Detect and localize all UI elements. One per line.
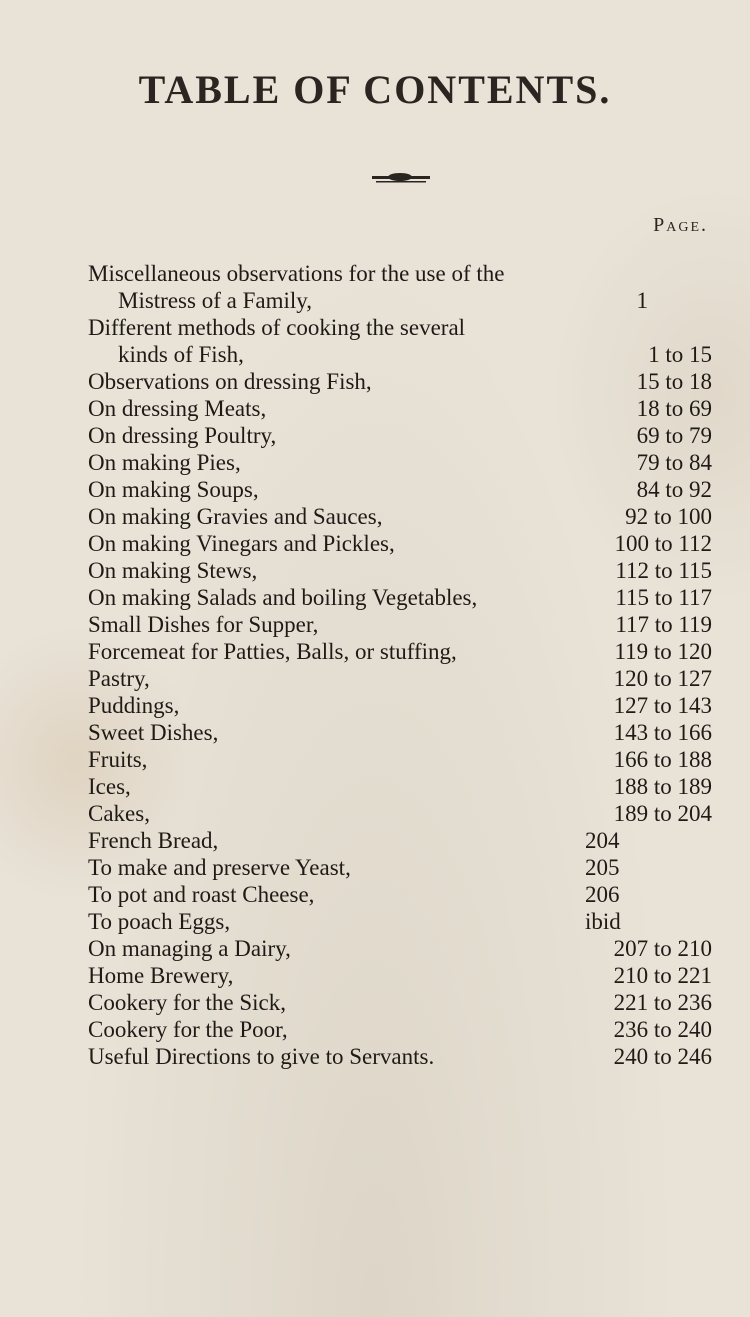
entry-pages: 18 to 69 [636, 396, 712, 421]
entry-title: On making Gravies and Sauces, [88, 504, 383, 529]
entry-pages: 189 to 204 [613, 801, 712, 826]
list-item [88, 827, 712, 854]
entry-pages: 84 to 92 [636, 477, 712, 502]
list-item [88, 908, 712, 935]
list-item [88, 1016, 712, 1043]
entry-pages: 204 [585, 828, 620, 853]
list-item [88, 854, 712, 881]
entry-title: Useful Directions to give to Servants. [88, 1044, 435, 1069]
entry-title: Mistress of a Family, [118, 288, 312, 313]
entry-pages: 112 to 115 [615, 558, 712, 583]
entry-title: On managing a Dairy, [88, 936, 291, 961]
entry-title: Observations on dressing Fish, [88, 369, 372, 394]
list-item [88, 962, 712, 989]
entry-pages: 205 [585, 855, 620, 880]
entry-pages: 188 to 189 [613, 774, 712, 799]
entry-title: To poach Eggs, [88, 909, 231, 934]
entry-pages: 240 to 246 [613, 1044, 712, 1069]
entry-title: On making Vinegars and Pickles, [88, 531, 395, 556]
entry-pages: 207 to 210 [613, 936, 712, 961]
entry-pages: 127 to 143 [613, 693, 712, 718]
list-item [88, 746, 712, 773]
list-item [88, 287, 712, 314]
entry-pages: 100 to 112 [614, 531, 712, 556]
entry-pages: 117 to 119 [615, 612, 712, 637]
list-item [88, 881, 712, 908]
entry-pages: 79 to 84 [636, 450, 712, 475]
entry-pages: 210 to 221 [613, 963, 712, 988]
list-item [88, 260, 712, 287]
entry-title: Sweet Dishes, [88, 720, 219, 745]
list-item [88, 584, 712, 611]
entry-title: To pot and roast Cheese, [88, 882, 315, 907]
entry-pages: ibid [585, 909, 621, 934]
page-column-header: Page. [653, 214, 708, 236]
entry-pages: 69 to 79 [636, 423, 712, 448]
entry-pages: 206 [585, 882, 620, 907]
entry-title: Pastry, [88, 666, 150, 691]
entry-pages: 120 to 127 [613, 666, 712, 691]
entry-title: On dressing Meats, [88, 396, 267, 421]
list-item [88, 503, 712, 530]
entry-title: To make and preserve Yeast, [88, 855, 351, 880]
list-item [88, 530, 712, 557]
list-item [88, 449, 712, 476]
entry-title: On making Stews, [88, 558, 258, 583]
list-item [88, 665, 712, 692]
entry-title: On making Pies, [88, 450, 241, 475]
entry-title: Puddings, [88, 693, 180, 718]
list-item [88, 935, 712, 962]
list-item [88, 368, 712, 395]
entry-title: On making Salads and boiling Vegetables, [88, 585, 478, 610]
list-item [88, 638, 712, 665]
entry-pages: 1 to 15 [648, 342, 712, 367]
entry-pages: 143 to 166 [613, 720, 712, 745]
list-item [88, 1043, 712, 1070]
list-item [88, 692, 712, 719]
list-item [88, 395, 712, 422]
list-item [88, 719, 712, 746]
entry-title: On making Soups, [88, 477, 259, 502]
ornament-divider-icon [370, 170, 432, 186]
entry-pages: 92 to 100 [625, 504, 712, 529]
entry-title: Fruits, [88, 747, 148, 772]
list-item [88, 422, 712, 449]
entry-pages: 166 to 188 [613, 747, 712, 772]
list-item [88, 800, 712, 827]
entry-title: Forcemeat for Patties, Balls, or stuffing, [88, 639, 457, 664]
entry-title: Home Brewery, [88, 963, 234, 988]
entry-pages: 221 to 236 [613, 990, 712, 1015]
entry-pages: 115 to 117 [615, 585, 712, 610]
entry-pages: 1 [636, 288, 648, 313]
list-item [88, 476, 712, 503]
entry-title: kinds of Fish, [118, 342, 244, 367]
entry-pages: 119 to 120 [614, 639, 712, 664]
entry-title: On dressing Poultry, [88, 423, 277, 448]
entry-pages: 236 to 240 [613, 1017, 712, 1042]
contents-list [88, 260, 712, 1070]
entry-title: Ices, [88, 774, 131, 799]
entry-title: French Bread, [88, 828, 219, 853]
entry-title: Cookery for the Sick, [88, 990, 287, 1015]
page-title: TABLE OF CONTENTS. [138, 67, 612, 112]
list-item [88, 611, 712, 638]
list-item [88, 557, 712, 584]
list-item [88, 314, 712, 341]
entry-title: Miscellaneous observations for the use of the [88, 261, 505, 286]
entry-title: Cakes, [88, 801, 150, 826]
entry-title: Cookery for the Poor, [88, 1017, 288, 1042]
entry-pages: 15 to 18 [636, 369, 712, 394]
list-item [88, 989, 712, 1016]
entry-title: Small Dishes for Supper, [88, 612, 319, 637]
list-item [88, 773, 712, 800]
entry-title: Different methods of cooking the several [88, 315, 466, 340]
list-item [88, 341, 712, 368]
